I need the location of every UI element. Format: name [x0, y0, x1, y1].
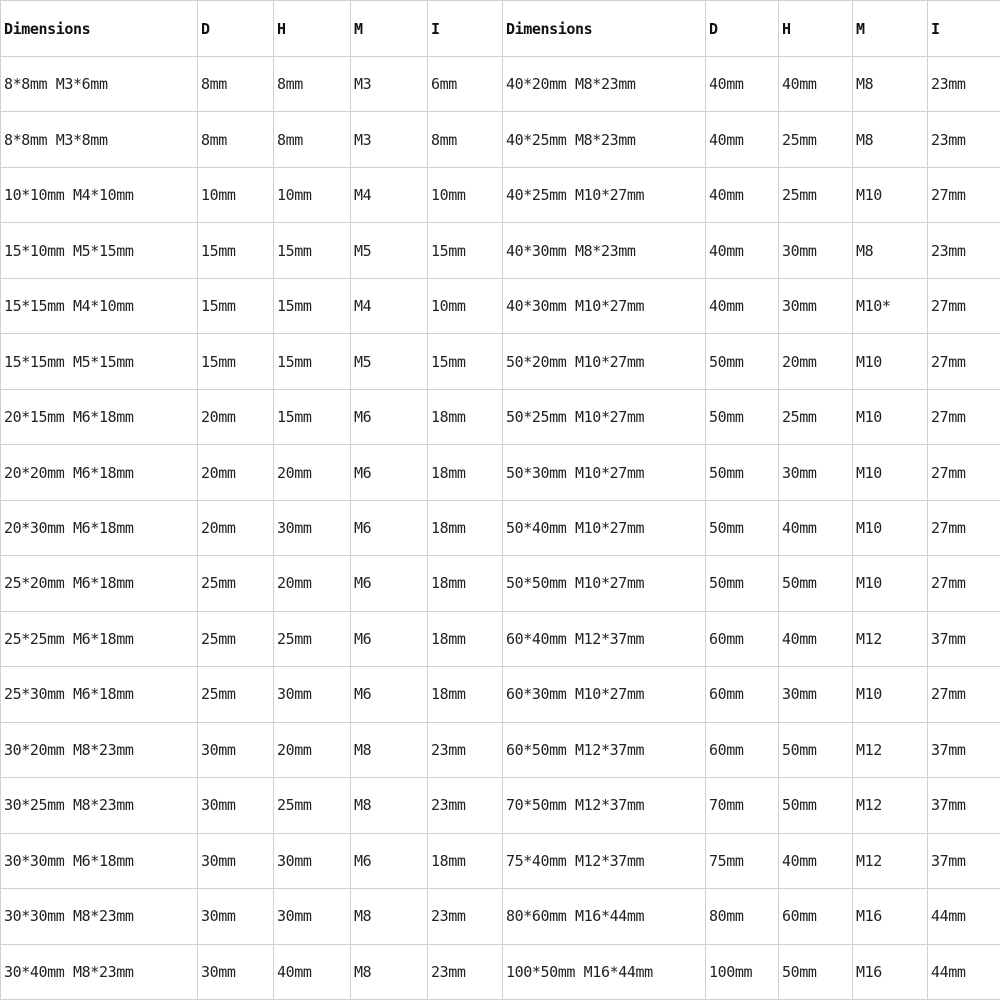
cell-m-left: M6: [351, 445, 428, 500]
cell-dimensions-left: 25*25mm M6*18mm: [1, 611, 198, 666]
cell-d-left: 30mm: [198, 944, 274, 1000]
cell-h-right: 50mm: [779, 556, 853, 611]
cell-dimensions-right: 60*50mm M12*37mm: [503, 722, 706, 777]
cell-m-left: M6: [351, 500, 428, 555]
header-d-left: D: [198, 1, 274, 57]
cell-i-right: 23mm: [928, 112, 1000, 167]
cell-i-left: 18mm: [428, 611, 503, 666]
cell-m-right: M12: [853, 833, 928, 888]
table-row: [1, 278, 1000, 333]
cell-dimensions-right: 50*30mm M10*27mm: [503, 445, 706, 500]
cell-m-right: M10*: [853, 278, 928, 333]
cell-m-right: M10: [853, 556, 928, 611]
table-row: [1, 889, 1000, 944]
cell-m-right: M16: [853, 889, 928, 944]
cell-dimensions-left: 30*30mm M6*18mm: [1, 833, 198, 888]
cell-d-left: 30mm: [198, 889, 274, 944]
cell-i-left: 8mm: [428, 112, 503, 167]
cell-i-left: 15mm: [428, 223, 503, 278]
cell-i-left: 23mm: [428, 778, 503, 833]
cell-m-right: M10: [853, 334, 928, 389]
cell-m-left: M8: [351, 944, 428, 1000]
cell-d-left: 20mm: [198, 500, 274, 555]
cell-i-left: 18mm: [428, 500, 503, 555]
cell-h-left: 8mm: [274, 112, 351, 167]
cell-d-left: 8mm: [198, 112, 274, 167]
cell-m-right: M16: [853, 944, 928, 1000]
cell-h-right: 30mm: [779, 223, 853, 278]
cell-i-left: 18mm: [428, 445, 503, 500]
cell-h-left: 15mm: [274, 278, 351, 333]
cell-i-left: 23mm: [428, 722, 503, 777]
cell-dimensions-left: 30*30mm M8*23mm: [1, 889, 198, 944]
cell-h-right: 20mm: [779, 334, 853, 389]
table-row: [1, 334, 1000, 389]
cell-h-right: 40mm: [779, 611, 853, 666]
cell-m-left: M6: [351, 611, 428, 666]
cell-d-right: 75mm: [706, 833, 779, 888]
cell-d-right: 60mm: [706, 722, 779, 777]
cell-d-left: 30mm: [198, 778, 274, 833]
cell-h-right: 40mm: [779, 57, 853, 112]
cell-d-left: 20mm: [198, 389, 274, 444]
cell-d-right: 60mm: [706, 611, 779, 666]
cell-d-right: 40mm: [706, 167, 779, 222]
cell-i-right: 27mm: [928, 445, 1000, 500]
table-row: [1, 223, 1000, 278]
cell-m-right: M10: [853, 389, 928, 444]
cell-i-left: 23mm: [428, 889, 503, 944]
cell-i-left: 18mm: [428, 556, 503, 611]
cell-dimensions-left: 30*20mm M8*23mm: [1, 722, 198, 777]
cell-d-right: 40mm: [706, 278, 779, 333]
cell-dimensions-left: 20*30mm M6*18mm: [1, 500, 198, 555]
cell-i-right: 23mm: [928, 223, 1000, 278]
cell-dimensions-left: 8*8mm M3*6mm: [1, 57, 198, 112]
cell-h-left: 30mm: [274, 889, 351, 944]
cell-d-right: 80mm: [706, 889, 779, 944]
cell-dimensions-right: 60*30mm M10*27mm: [503, 667, 706, 722]
cell-dimensions-left: 20*15mm M6*18mm: [1, 389, 198, 444]
cell-m-left: M3: [351, 112, 428, 167]
cell-m-left: M6: [351, 556, 428, 611]
cell-d-right: 100mm: [706, 944, 779, 1000]
cell-i-left: 23mm: [428, 944, 503, 1000]
cell-i-right: 44mm: [928, 889, 1000, 944]
cell-dimensions-right: 50*50mm M10*27mm: [503, 556, 706, 611]
cell-m-right: M12: [853, 778, 928, 833]
cell-h-right: 25mm: [779, 167, 853, 222]
cell-i-right: 37mm: [928, 722, 1000, 777]
cell-d-left: 10mm: [198, 167, 274, 222]
cell-m-right: M12: [853, 722, 928, 777]
cell-h-left: 20mm: [274, 722, 351, 777]
header-m-left: M: [351, 1, 428, 57]
table-row: [1, 389, 1000, 444]
cell-i-right: 27mm: [928, 278, 1000, 333]
cell-i-left: 6mm: [428, 57, 503, 112]
cell-m-left: M4: [351, 167, 428, 222]
cell-i-right: 37mm: [928, 611, 1000, 666]
cell-m-left: M3: [351, 57, 428, 112]
table-row: [1, 611, 1000, 666]
cell-dimensions-right: 50*40mm M10*27mm: [503, 500, 706, 555]
cell-dimensions-left: 20*20mm M6*18mm: [1, 445, 198, 500]
cell-m-right: M12: [853, 611, 928, 666]
cell-d-left: 30mm: [198, 833, 274, 888]
cell-h-right: 25mm: [779, 112, 853, 167]
cell-m-right: M10: [853, 167, 928, 222]
cell-dimensions-left: 8*8mm M3*8mm: [1, 112, 198, 167]
cell-i-left: 15mm: [428, 334, 503, 389]
cell-m-right: M10: [853, 445, 928, 500]
cell-d-right: 50mm: [706, 500, 779, 555]
cell-m-right: M10: [853, 500, 928, 555]
cell-dimensions-right: 40*25mm M8*23mm: [503, 112, 706, 167]
cell-dimensions-left: 15*10mm M5*15mm: [1, 223, 198, 278]
cell-dimensions-right: 50*25mm M10*27mm: [503, 389, 706, 444]
cell-dimensions-right: 40*20mm M8*23mm: [503, 57, 706, 112]
cell-i-right: 27mm: [928, 667, 1000, 722]
header-dimensions-right: Dimensions: [503, 1, 706, 57]
cell-i-left: 18mm: [428, 389, 503, 444]
cell-m-left: M6: [351, 389, 428, 444]
cell-i-right: 27mm: [928, 334, 1000, 389]
table-row: [1, 667, 1000, 722]
cell-m-right: M8: [853, 57, 928, 112]
table-row: [1, 944, 1000, 1000]
cell-h-left: 8mm: [274, 57, 351, 112]
cell-d-left: 20mm: [198, 445, 274, 500]
cell-dimensions-left: 25*30mm M6*18mm: [1, 667, 198, 722]
table-header-row: [1, 1, 1000, 57]
cell-i-right: 37mm: [928, 833, 1000, 888]
cell-d-left: 8mm: [198, 57, 274, 112]
cell-i-left: 10mm: [428, 278, 503, 333]
cell-d-right: 40mm: [706, 112, 779, 167]
cell-i-left: 10mm: [428, 167, 503, 222]
header-i-right: I: [928, 1, 1000, 57]
cell-d-right: 50mm: [706, 556, 779, 611]
table-row: [1, 112, 1000, 167]
cell-h-right: 60mm: [779, 889, 853, 944]
cell-m-left: M6: [351, 833, 428, 888]
cell-h-left: 30mm: [274, 500, 351, 555]
table-row: [1, 167, 1000, 222]
cell-h-right: 40mm: [779, 500, 853, 555]
cell-h-right: 30mm: [779, 667, 853, 722]
cell-d-right: 50mm: [706, 445, 779, 500]
cell-dimensions-right: 80*60mm M16*44mm: [503, 889, 706, 944]
cell-h-left: 10mm: [274, 167, 351, 222]
header-i-left: I: [428, 1, 503, 57]
header-h-left: H: [274, 1, 351, 57]
cell-h-left: 25mm: [274, 778, 351, 833]
cell-dimensions-right: 75*40mm M12*37mm: [503, 833, 706, 888]
cell-h-left: 20mm: [274, 556, 351, 611]
cell-i-right: 27mm: [928, 500, 1000, 555]
cell-h-right: 40mm: [779, 833, 853, 888]
cell-d-left: 30mm: [198, 722, 274, 777]
table-row: [1, 556, 1000, 611]
cell-h-right: 50mm: [779, 778, 853, 833]
cell-d-left: 25mm: [198, 556, 274, 611]
cell-h-left: 30mm: [274, 833, 351, 888]
cell-dimensions-right: 100*50mm M16*44mm: [503, 944, 706, 1000]
cell-dimensions-left: 30*25mm M8*23mm: [1, 778, 198, 833]
cell-m-left: M5: [351, 334, 428, 389]
cell-h-left: 15mm: [274, 334, 351, 389]
table-body: [1, 57, 1000, 1000]
cell-d-left: 25mm: [198, 667, 274, 722]
cell-dimensions-right: 40*30mm M10*27mm: [503, 278, 706, 333]
header-d-right: D: [706, 1, 779, 57]
cell-dimensions-right: 40*25mm M10*27mm: [503, 167, 706, 222]
cell-h-right: 30mm: [779, 278, 853, 333]
cell-m-left: M6: [351, 667, 428, 722]
cell-i-left: 18mm: [428, 667, 503, 722]
cell-d-right: 70mm: [706, 778, 779, 833]
cell-d-right: 60mm: [706, 667, 779, 722]
cell-h-right: 50mm: [779, 944, 853, 1000]
cell-m-left: M8: [351, 778, 428, 833]
table-row: [1, 833, 1000, 888]
cell-dimensions-left: 15*15mm M5*15mm: [1, 334, 198, 389]
cell-m-left: M5: [351, 223, 428, 278]
cell-h-left: 15mm: [274, 389, 351, 444]
cell-d-right: 40mm: [706, 57, 779, 112]
header-dimensions-left: Dimensions: [1, 1, 198, 57]
table-row: [1, 500, 1000, 555]
cell-m-left: M4: [351, 278, 428, 333]
cell-d-left: 25mm: [198, 611, 274, 666]
cell-d-left: 15mm: [198, 223, 274, 278]
cell-h-right: 50mm: [779, 722, 853, 777]
cell-i-right: 37mm: [928, 778, 1000, 833]
cell-dimensions-left: 30*40mm M8*23mm: [1, 944, 198, 1000]
cell-i-right: 27mm: [928, 389, 1000, 444]
table-row: [1, 722, 1000, 777]
cell-h-left: 15mm: [274, 223, 351, 278]
cell-h-left: 30mm: [274, 667, 351, 722]
cell-m-left: M8: [351, 889, 428, 944]
cell-dimensions-right: 40*30mm M8*23mm: [503, 223, 706, 278]
cell-i-right: 23mm: [928, 57, 1000, 112]
cell-i-right: 27mm: [928, 167, 1000, 222]
table-row: [1, 445, 1000, 500]
cell-d-right: 50mm: [706, 334, 779, 389]
cell-m-right: M8: [853, 223, 928, 278]
cell-h-left: 25mm: [274, 611, 351, 666]
header-h-right: H: [779, 1, 853, 57]
cell-dimensions-left: 25*20mm M6*18mm: [1, 556, 198, 611]
cell-h-left: 40mm: [274, 944, 351, 1000]
cell-dimensions-right: 70*50mm M12*37mm: [503, 778, 706, 833]
cell-i-left: 18mm: [428, 833, 503, 888]
cell-d-left: 15mm: [198, 334, 274, 389]
cell-d-left: 15mm: [198, 278, 274, 333]
cell-dimensions-right: 60*40mm M12*37mm: [503, 611, 706, 666]
cell-h-right: 30mm: [779, 445, 853, 500]
cell-dimensions-right: 50*20mm M10*27mm: [503, 334, 706, 389]
cell-h-left: 20mm: [274, 445, 351, 500]
cell-m-right: M10: [853, 667, 928, 722]
cell-m-right: M8: [853, 112, 928, 167]
cell-m-left: M8: [351, 722, 428, 777]
cell-dimensions-left: 15*15mm M4*10mm: [1, 278, 198, 333]
cell-i-right: 44mm: [928, 944, 1000, 1000]
table-row: [1, 778, 1000, 833]
cell-i-right: 27mm: [928, 556, 1000, 611]
cell-d-right: 40mm: [706, 223, 779, 278]
header-m-right: M: [853, 1, 928, 57]
cell-dimensions-left: 10*10mm M4*10mm: [1, 167, 198, 222]
cell-d-right: 50mm: [706, 389, 779, 444]
table-row: [1, 57, 1000, 112]
cell-h-right: 25mm: [779, 389, 853, 444]
